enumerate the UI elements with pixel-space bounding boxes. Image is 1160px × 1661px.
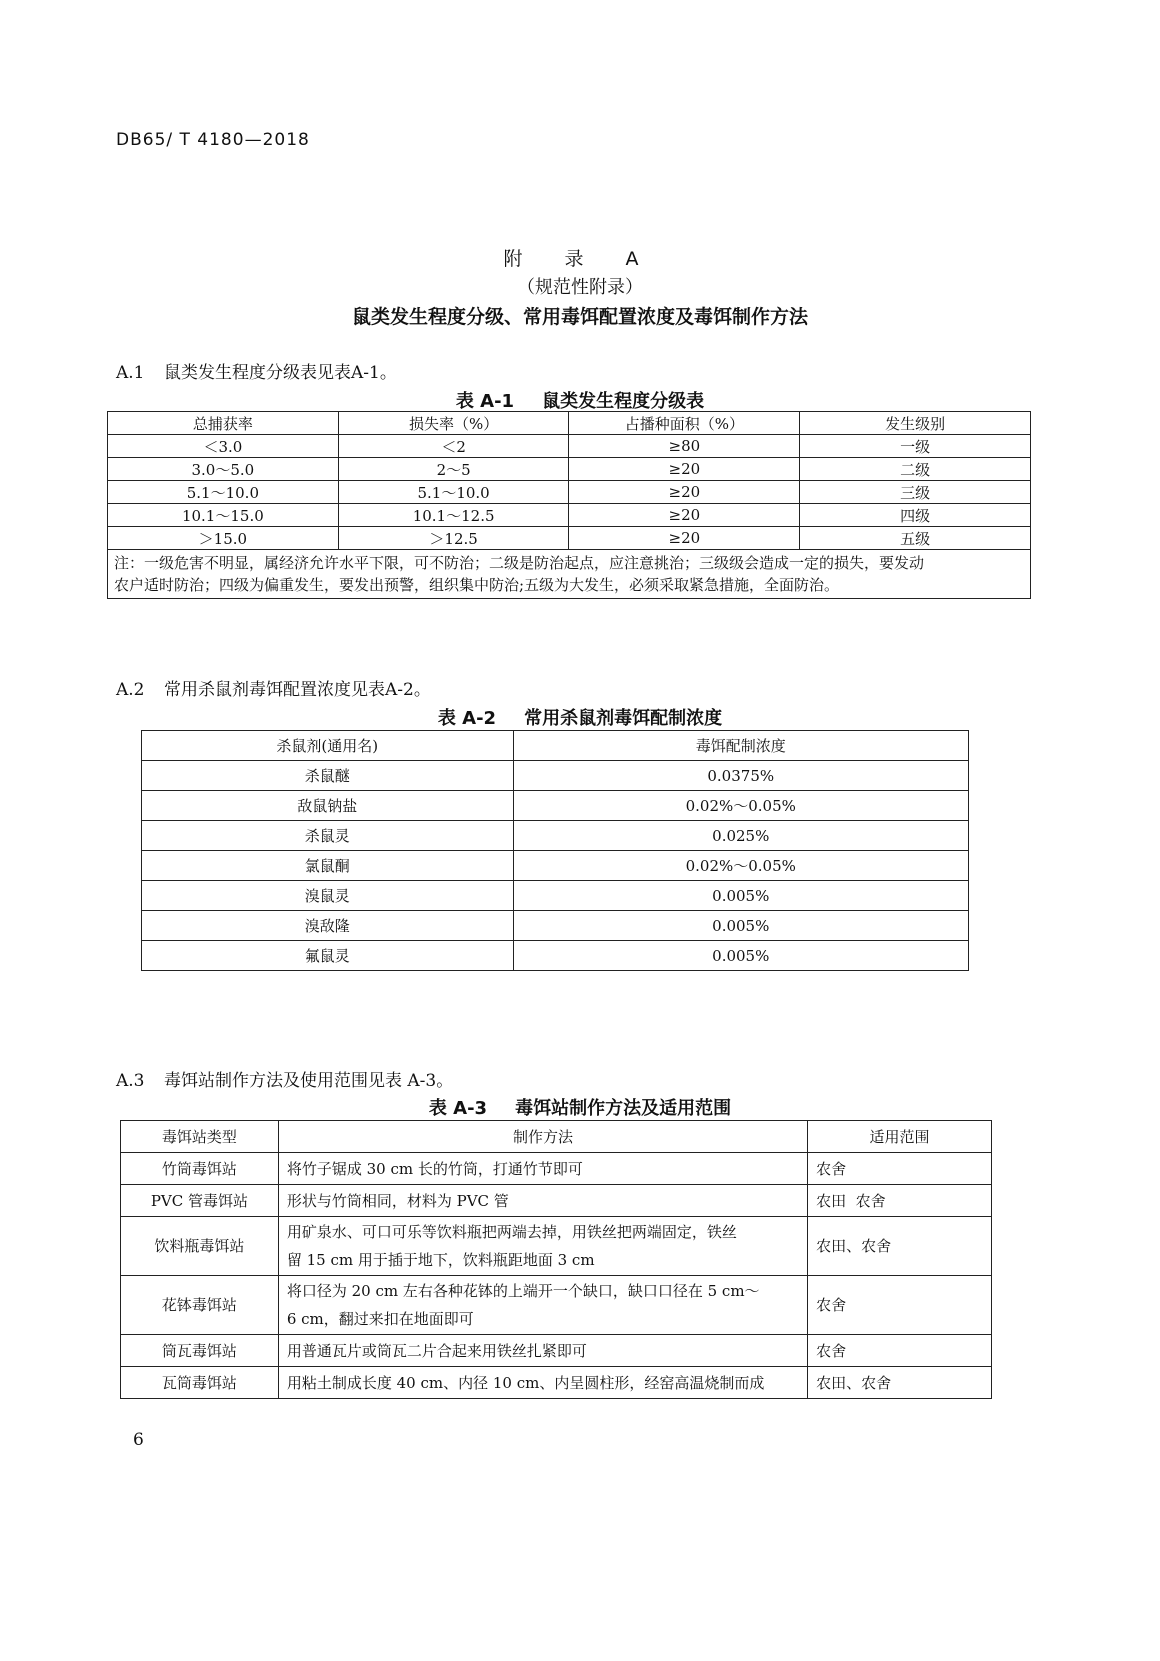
table-a2 xyxy=(141,730,969,971)
cell: 二级 xyxy=(800,458,1031,481)
cell: 三级 xyxy=(800,481,1031,504)
table-header-row xyxy=(108,412,1031,435)
table-row xyxy=(121,1276,992,1335)
table-header-row xyxy=(142,731,969,761)
cell: ≥20 xyxy=(569,504,800,527)
table-a1 xyxy=(107,411,1031,599)
cell-type: 竹筒毒饵站 xyxy=(121,1153,279,1185)
table-row xyxy=(121,1367,992,1399)
cell-scope: 农田、农舍 xyxy=(808,1217,992,1276)
caption-id: 表 A-2 xyxy=(437,708,497,729)
cell: ＞15.0 xyxy=(108,527,339,550)
table-a3-caption xyxy=(0,1094,1160,1120)
cell: 5.1～10.0 xyxy=(338,481,569,504)
cell: 氟鼠灵 xyxy=(142,941,514,971)
header-cell: 制作方法 xyxy=(278,1121,807,1153)
cell-scope: 农舍 xyxy=(808,1335,992,1367)
section-a3 xyxy=(116,1066,453,1091)
header-cell: 总捕获率 xyxy=(108,412,339,435)
cell: 氯鼠酮 xyxy=(142,851,514,881)
cell-method: 用粘土制成长度 40 cm、内径 10 cm、内呈圆柱形，经窑高温烧制而成 xyxy=(278,1367,807,1399)
cell-scope: 农舍 xyxy=(808,1276,992,1335)
cell: ≥80 xyxy=(569,435,800,458)
cell: 10.1～12.5 xyxy=(338,504,569,527)
table-row xyxy=(108,504,1031,527)
section-text: 常用杀鼠剂毒饵配置浓度见表A-2。 xyxy=(164,680,431,700)
caption-id: 表 A-1 xyxy=(455,391,515,412)
cell: ≥20 xyxy=(569,527,800,550)
table-row xyxy=(108,435,1031,458)
cell-type: 饮料瓶毒饵站 xyxy=(121,1217,279,1276)
cell-method xyxy=(278,1217,807,1276)
cell: 溴鼠灵 xyxy=(142,881,514,911)
cell: 5.1～10.0 xyxy=(108,481,339,504)
header-cell: 毒饵站类型 xyxy=(121,1121,279,1153)
method-line: 6 cm，翻过来扣在地面即可 xyxy=(286,1310,474,1328)
cell: 0.005% xyxy=(513,881,968,911)
caption-id: 表 A-3 xyxy=(428,1098,488,1119)
cell-method: 将竹子锯成 30 cm 长的竹筒，打通竹节即可 xyxy=(278,1153,807,1185)
method-line: 留 15 cm 用于插于地下，饮料瓶距地面 3 cm xyxy=(286,1251,595,1269)
header-cell: 毒饵配制浓度 xyxy=(513,731,968,761)
section-a1 xyxy=(116,358,397,383)
cell-method: 形状与竹筒相同，材料为 PVC 管 xyxy=(278,1185,807,1217)
cell: ＜2 xyxy=(338,435,569,458)
page-number: 6 xyxy=(133,1430,144,1450)
table-row xyxy=(121,1217,992,1276)
table-row xyxy=(142,911,969,941)
table-row xyxy=(142,941,969,971)
cell-scope: 农田 农舍 xyxy=(808,1185,992,1217)
cell: 0.0375% xyxy=(513,761,968,791)
section-number: A.2 xyxy=(116,680,145,700)
header-cell: 杀鼠剂(通用名) xyxy=(142,731,514,761)
cell: 0.02%～0.05% xyxy=(513,791,968,821)
method-line: 将口径为 20 cm 左右各种花钵的上端开一个缺口，缺口口径在 5 cm～ xyxy=(286,1282,760,1300)
table-a1-caption xyxy=(0,387,1160,413)
table-row xyxy=(121,1185,992,1217)
cell-type: 筒瓦毒饵站 xyxy=(121,1335,279,1367)
cell: 3.0～5.0 xyxy=(108,458,339,481)
section-number: A.1 xyxy=(116,363,145,383)
table-a2-caption xyxy=(0,704,1160,730)
cell-type: PVC 管毒饵站 xyxy=(121,1185,279,1217)
cell-method xyxy=(278,1276,807,1335)
section-a2 xyxy=(116,675,431,700)
table-note xyxy=(108,550,1031,599)
table-row xyxy=(121,1335,992,1367)
table-header-row xyxy=(121,1121,992,1153)
section-text: 毒饵站制作方法及使用范围见表 A-3。 xyxy=(164,1071,454,1091)
cell-scope: 农田、农舍 xyxy=(808,1367,992,1399)
cell-method: 用普通瓦片或筒瓦二片合起来用铁丝扎紧即可 xyxy=(278,1335,807,1367)
header-cell: 损失率（%） xyxy=(338,412,569,435)
header-cell: 发生级别 xyxy=(800,412,1031,435)
cell: ＜3.0 xyxy=(108,435,339,458)
header-cell: 占播种面积（%） xyxy=(569,412,800,435)
cell: 敌鼠钠盐 xyxy=(142,791,514,821)
table-row xyxy=(121,1153,992,1185)
cell: 四级 xyxy=(800,504,1031,527)
cell: 0.005% xyxy=(513,911,968,941)
note-line: 注：一级危害不明显，属经济允许水平下限，可不防治；二级是防治起点，应注意挑治；三级级会造成一定的损失，要发动 xyxy=(114,554,925,572)
cell: 0.02%～0.05% xyxy=(513,851,968,881)
note-line: 农户适时防治；四级为偏重发生，要发出预警，组织集中防治;五级为大发生，必须采取紧急措施，全面防治。 xyxy=(114,576,840,594)
cell: 2～5 xyxy=(338,458,569,481)
table-row xyxy=(142,851,969,881)
cell: 0.005% xyxy=(513,941,968,971)
appendix-title: 附 录 A xyxy=(503,248,657,270)
table-row xyxy=(142,791,969,821)
table-note-row xyxy=(108,550,1031,599)
cell: ＞12.5 xyxy=(338,527,569,550)
appendix-main-title: 鼠类发生程度分级、常用毒饵配置浓度及毒饵制作方法 xyxy=(351,306,808,328)
cell-type: 花钵毒饵站 xyxy=(121,1276,279,1335)
table-row xyxy=(108,481,1031,504)
cell: 五级 xyxy=(800,527,1031,550)
caption-text: 毒饵站制作方法及适用范围 xyxy=(515,1098,732,1119)
cell: 溴敌隆 xyxy=(142,911,514,941)
cell: 0.025% xyxy=(513,821,968,851)
table-row xyxy=(108,527,1031,550)
table-row xyxy=(142,821,969,851)
cell: ≥20 xyxy=(569,458,800,481)
cell: 杀鼠醚 xyxy=(142,761,514,791)
table-row xyxy=(142,881,969,911)
table-row xyxy=(108,458,1031,481)
cell-type: 瓦筒毒饵站 xyxy=(121,1367,279,1399)
caption-text: 常用杀鼠剂毒饵配制浓度 xyxy=(524,708,723,729)
caption-text: 鼠类发生程度分级表 xyxy=(542,391,705,412)
table-row xyxy=(142,761,969,791)
section-text: 鼠类发生程度分级表见表A-1。 xyxy=(164,363,397,383)
document-code: DB65/ T 4180—2018 xyxy=(116,130,310,150)
section-number: A.3 xyxy=(116,1071,145,1091)
cell-scope: 农舍 xyxy=(808,1153,992,1185)
cell: 10.1～15.0 xyxy=(108,504,339,527)
header-cell: 适用范围 xyxy=(808,1121,992,1153)
cell: 一级 xyxy=(800,435,1031,458)
appendix-subtitle: （规范性附录） xyxy=(517,277,643,298)
table-a3 xyxy=(120,1120,992,1399)
method-line: 用矿泉水、可口可乐等饮料瓶把两端去掉，用铁丝把两端固定，铁丝 xyxy=(286,1223,737,1241)
cell: 杀鼠灵 xyxy=(142,821,514,851)
cell: ≥20 xyxy=(569,481,800,504)
